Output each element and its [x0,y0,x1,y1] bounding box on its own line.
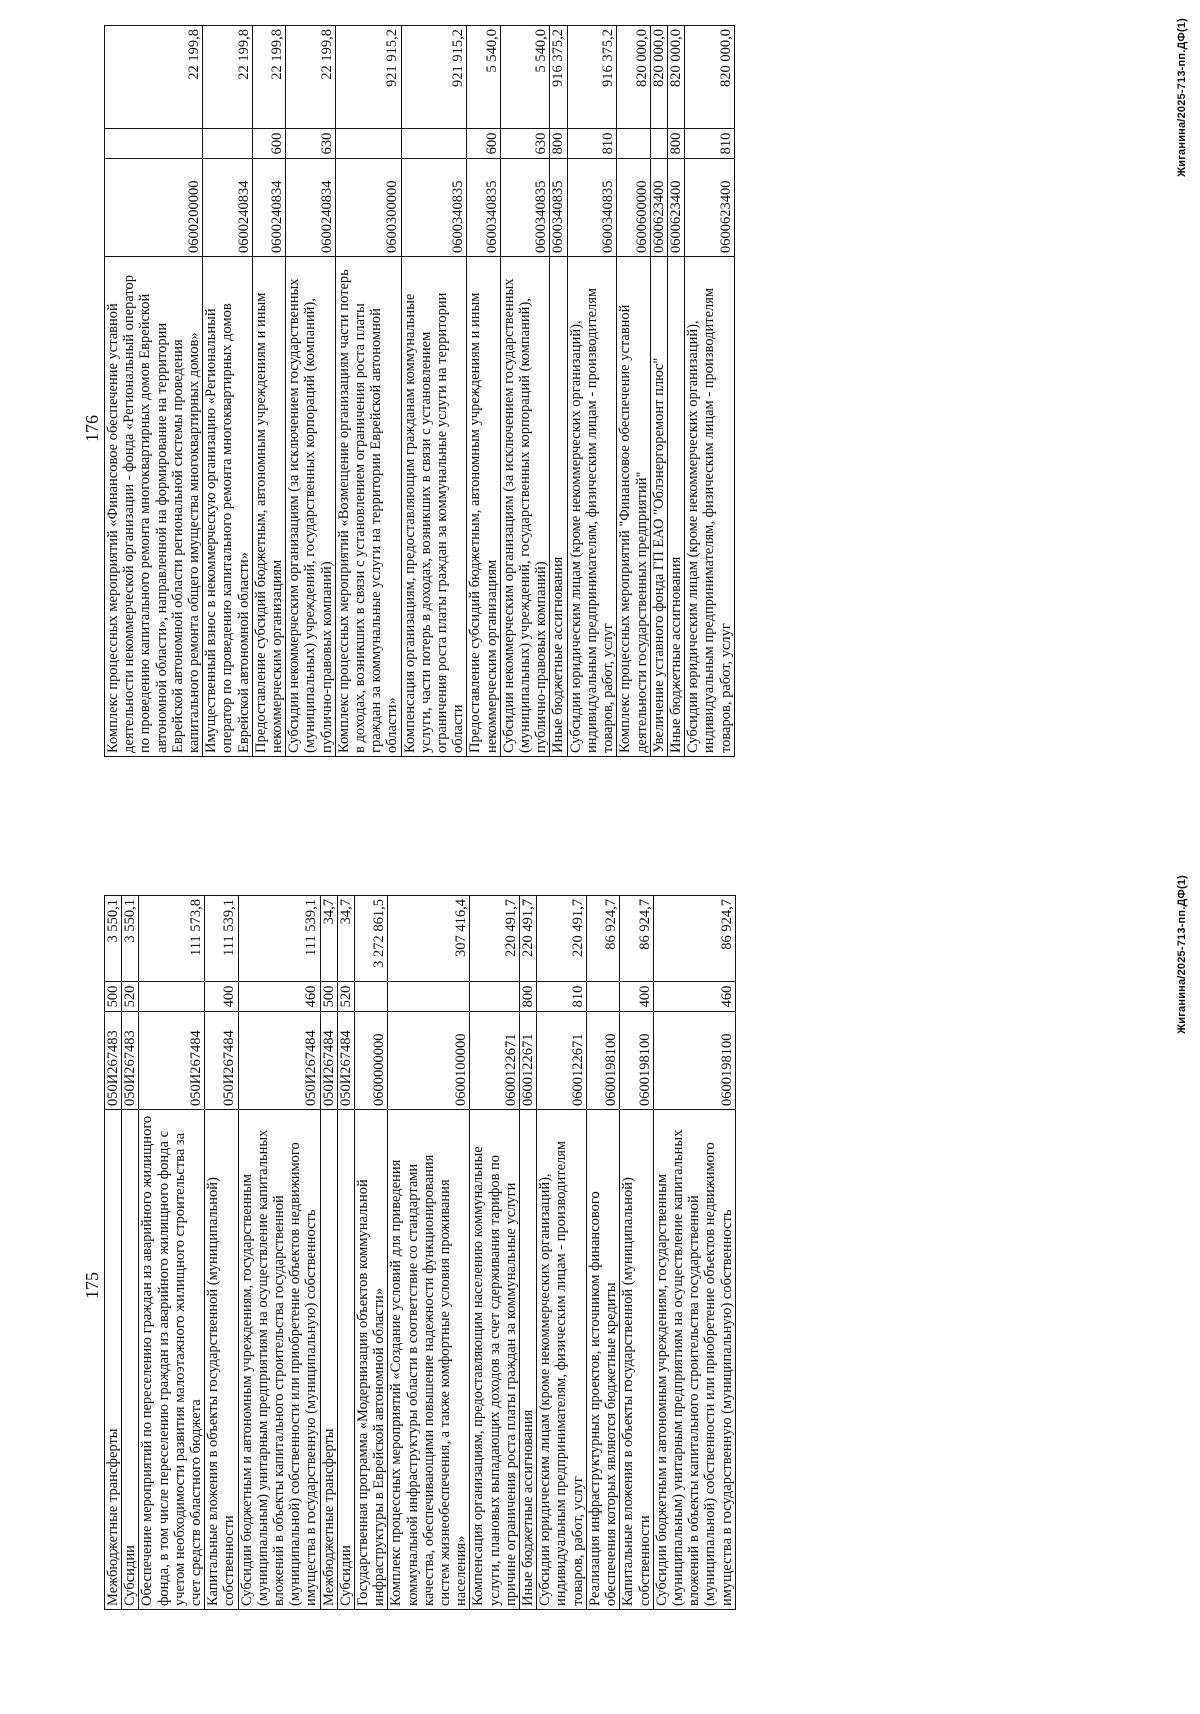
row-name: Комплекс процессных мероприятий «Создание условий для приведения коммунальной инфраструктуры области в соответствие со стандартами качества, обеспечивающими повышение надежности функционирования систем жизнеобеспечения, а также комфортные условия проживания населения» [388,1110,470,1610]
row-name: Компенсация организациям, предоставляющим гражданам коммунальные услуги, части потерь в доходах, возникших в связи с установлением ограничения роста платы граждан за коммунальные услуги на территории области [401,257,467,757]
row-type: 800 [550,129,567,159]
table-row [203,26,253,757]
row-sum: 307 416,4 [388,896,470,982]
row-code: 0600340835 [401,159,467,257]
row-sum: 220 491,7 [470,896,520,982]
row-type: 600 [252,129,285,159]
table-body [105,26,735,757]
row-sum: 22 199,8 [203,26,253,129]
table-row [500,26,550,757]
row-name: Субсидии [122,1110,139,1610]
row-sum: 111 539,1 [238,896,320,982]
row-code: 0600122671 [470,1012,520,1110]
row-code: 050И267483 [105,1012,122,1110]
row-name: Субсидии юридическим лицам (кроме некоммерческих организаций), индивидуальным предпринимателям, физическим лицам - производителям товаров, работ, услуг [685,257,735,757]
table-row [355,896,388,1610]
row-name: Субсидии юридическим лицам (кроме некоммерческих организаций), индивидуальным предпринимателям, физическим лицам - производителям товаров, работ, услуг [567,257,617,757]
table-row [586,896,619,1610]
row-sum: 820 000,0 [650,26,667,129]
row-code: 0600122671 [537,1012,587,1110]
table-row [653,896,735,1610]
row-code: 0600300000 [335,159,401,257]
row-type [470,982,520,1012]
row-name: Капитальные вложения в объекты государственной (муниципальной) собственности [205,1110,238,1610]
row-sum: 22 199,8 [105,26,203,129]
row-type: 520 [122,982,139,1012]
row-sum: 111 539,1 [205,896,238,982]
table-row [620,896,653,1610]
row-code: 0600623400 [685,159,735,257]
row-type: 520 [337,982,354,1012]
row-name: Компенсация организациям, предоставляющим населению коммунальные услуги, плановых выпадающих доходов за счет сдерживания тарифов по причине ограничения роста платы граждан за коммунальные услуги [470,1110,520,1610]
row-name: Межбюджетные трансферты [105,1110,122,1610]
row-type [617,129,650,159]
row-code: 0600198100 [620,1012,653,1110]
row-name: Комплекс процессных мероприятий «Финансовое обеспечение уставной деятельности некоммерческой организации - фонда «Региональный оператор по проведению капитального ремонта многоквартирных домов Еврейской автономной области», направленной на формирование на территории Еврейской автономной области региональной системы проведения капитального ремонта общего имущества многоквартирных домов» [105,257,203,757]
row-code: 0600198100 [653,1012,735,1110]
row-type [105,129,203,159]
row-type: 460 [653,982,735,1012]
row-type [355,982,388,1012]
row-code: 050И267484 [337,1012,354,1110]
table-row [337,896,354,1610]
row-type [388,982,470,1012]
row-type: 810 [567,129,617,159]
row-sum: 34,7 [337,896,354,982]
row-sum: 34,7 [320,896,337,982]
row-name: Предоставление субсидий бюджетным, автономным учреждениям и иным некоммерческим организациям [467,257,500,757]
row-code: 0600600000 [617,159,650,257]
row-code: 0600340835 [500,159,550,257]
budget-table [104,895,736,1610]
row-sum: 86 924,7 [620,896,653,982]
table-row [320,896,337,1610]
row-type [401,129,467,159]
row-type: 500 [105,982,122,1012]
table-row [470,896,520,1610]
row-type [650,129,667,159]
row-sum: 3 550,1 [122,896,139,982]
row-type: 800 [520,982,537,1012]
row-sum: 921 915,2 [401,26,467,129]
row-sum: 22 199,8 [252,26,285,129]
row-type: 810 [685,129,735,159]
table-row [537,896,587,1610]
row-type: 630 [500,129,550,159]
table-row [122,896,139,1610]
row-name: Субсидии [337,1110,354,1610]
table-row [238,896,320,1610]
row-sum: 820 000,0 [667,26,684,129]
document-footer: Жиганина/2025-713-пп.ДФ(1) [1176,875,1188,1034]
row-name: Предоставление субсидий бюджетным, автономным учреждениям и иным некоммерческим организациям [252,257,285,757]
row-sum: 220 491,7 [520,896,537,982]
row-type: 630 [286,129,336,159]
row-name: Комплекс процессных мероприятий "Финансовое обеспечение уставной деятельности государственных предприятий" [617,257,650,757]
row-sum: 921 915,2 [335,26,401,129]
row-name: Субсидии бюджетным и автономным учреждениям, государственным (муниципальным) унитарным предприятиям на осуществление капитальных вложений в объекты капитального строительства государственной (муниципальной) собственности или приобретение объектов недвижимого имущества в государственную (муниципальную) собственность [238,1110,320,1610]
row-sum: 86 924,7 [586,896,619,982]
row-sum: 916 375,2 [567,26,617,129]
row-type: 400 [620,982,653,1012]
row-name: Увеличение уставного фонда ГП ЕАО "Облэнергоремонт плюс" [650,257,667,757]
row-name: Государственная программа «Модернизация объектов коммунальной инфраструктуры в Еврейской автономной области» [355,1110,388,1610]
table-body [105,896,736,1610]
row-sum: 5 540,0 [467,26,500,129]
row-sum: 820 000,0 [617,26,650,129]
row-sum: 220 491,7 [537,896,587,982]
row-name: Имущественный взнос в некоммерческую организацию «Региональный оператор по проведению капитального ремонта многоквартирных домов Еврейской автономной области» [203,257,253,757]
table-row [252,26,285,757]
table-row [617,26,650,757]
row-type [335,129,401,159]
row-type [586,982,619,1012]
row-sum: 111 573,8 [139,896,205,982]
row-name: Межбюджетные трансферты [320,1110,337,1610]
table-row [520,896,537,1610]
row-sum: 22 199,8 [286,26,336,129]
row-code: 0600340835 [467,159,500,257]
table-row [667,26,684,757]
row-code: 0600240834 [252,159,285,257]
row-code: 0600198100 [586,1012,619,1110]
row-sum: 5 540,0 [500,26,550,129]
table-row [286,26,336,757]
row-name: Обеспечение мероприятий по переселению граждан из аварийного жилищного фонда, в том числе переселению граждан из аварийного жилищного фонда с учетом необходимости развития малоэтажного жилищного строительства за счет средств областного бюджета [139,1110,205,1610]
row-code: 0600623400 [667,159,684,257]
table-row [401,26,467,757]
row-name: Субсидии некоммерческим организациям (за исключением государственных (муниципальных) учреждений, государственных корпораций (компаний), публично-правовых компаний) [286,257,336,757]
row-sum: 916 375,2 [550,26,567,129]
table-row [685,26,735,757]
table-row [105,26,203,757]
page-number: 176 [82,415,102,442]
row-sum: 86 924,7 [653,896,735,982]
row-code: 0600000000 [355,1012,388,1110]
table-row [139,896,205,1610]
table-row [205,896,238,1610]
row-code: 0600122671 [520,1012,537,1110]
row-code: 0600340835 [567,159,617,257]
row-name: Капитальные вложения в объекты государственной (муниципальной) собственности [620,1110,653,1610]
page-number: 175 [82,1272,102,1299]
row-sum: 3 550,1 [105,896,122,982]
row-type: 460 [238,982,320,1012]
row-code: 0600100000 [388,1012,470,1110]
row-type: 600 [467,129,500,159]
table-row [550,26,567,757]
row-code: 0600240834 [286,159,336,257]
row-code: 050И267484 [139,1012,205,1110]
row-name: Субсидии некоммерческим организациям (за исключением государственных (муниципальных) учреждений, государственных корпораций (компаний), публично-правовых компаний) [500,257,550,757]
row-code: 050И267484 [238,1012,320,1110]
budget-table [104,25,735,757]
row-code: 050И267484 [320,1012,337,1110]
row-type: 500 [320,982,337,1012]
table-row [467,26,500,757]
row-name: Иные бюджетные ассигнования [667,257,684,757]
row-code: 0600623400 [650,159,667,257]
page-175 [0,857,1200,1714]
row-type [203,129,253,159]
row-name: Иные бюджетные ассигнования [550,257,567,757]
table-row [335,26,401,757]
table-row [567,26,617,757]
row-name: Субсидии бюджетным и автономным учреждениям, государственным (муниципальным) унитарным предприятиям на осуществление капитальных вложений в объекты капитального строительства государственной (муниципальной) собственности или приобретение объектов недвижимого имущества в государственную (муниципальную) собственность [653,1110,735,1610]
row-type: 400 [205,982,238,1012]
row-sum: 820 000,0 [685,26,735,129]
row-name: Иные бюджетные ассигнования [520,1110,537,1610]
row-code: 0600200000 [105,159,203,257]
document-footer: Жиганина/2025-713-пп.ДФ(1) [1176,18,1188,177]
row-code: 0600240834 [203,159,253,257]
row-type [139,982,205,1012]
row-name: Реализация инфраструктурных проектов, источником финансового обеспечения которых являются бюджетные кредиты [586,1110,619,1610]
row-type: 800 [667,129,684,159]
table-row [105,896,122,1610]
row-sum: 3 272 861,5 [355,896,388,982]
table-row [388,896,470,1610]
row-code: 050И267483 [122,1012,139,1110]
row-type: 810 [537,982,587,1012]
table-row [650,26,667,757]
row-code: 050И267484 [205,1012,238,1110]
row-name: Субсидии юридическим лицам (кроме некоммерческих организаций), индивидуальным предпринимателям, физическим лицам - производителям товаров, работ, услуг [537,1110,587,1610]
row-name: Комплекс процессных мероприятий «Возмещение организациям части потерь в доходах, возникших в связи с установлением ограничения роста платы граждан за коммунальные услуги на территории Еврейской автономной области» [335,257,401,757]
row-code: 0600340835 [550,159,567,257]
